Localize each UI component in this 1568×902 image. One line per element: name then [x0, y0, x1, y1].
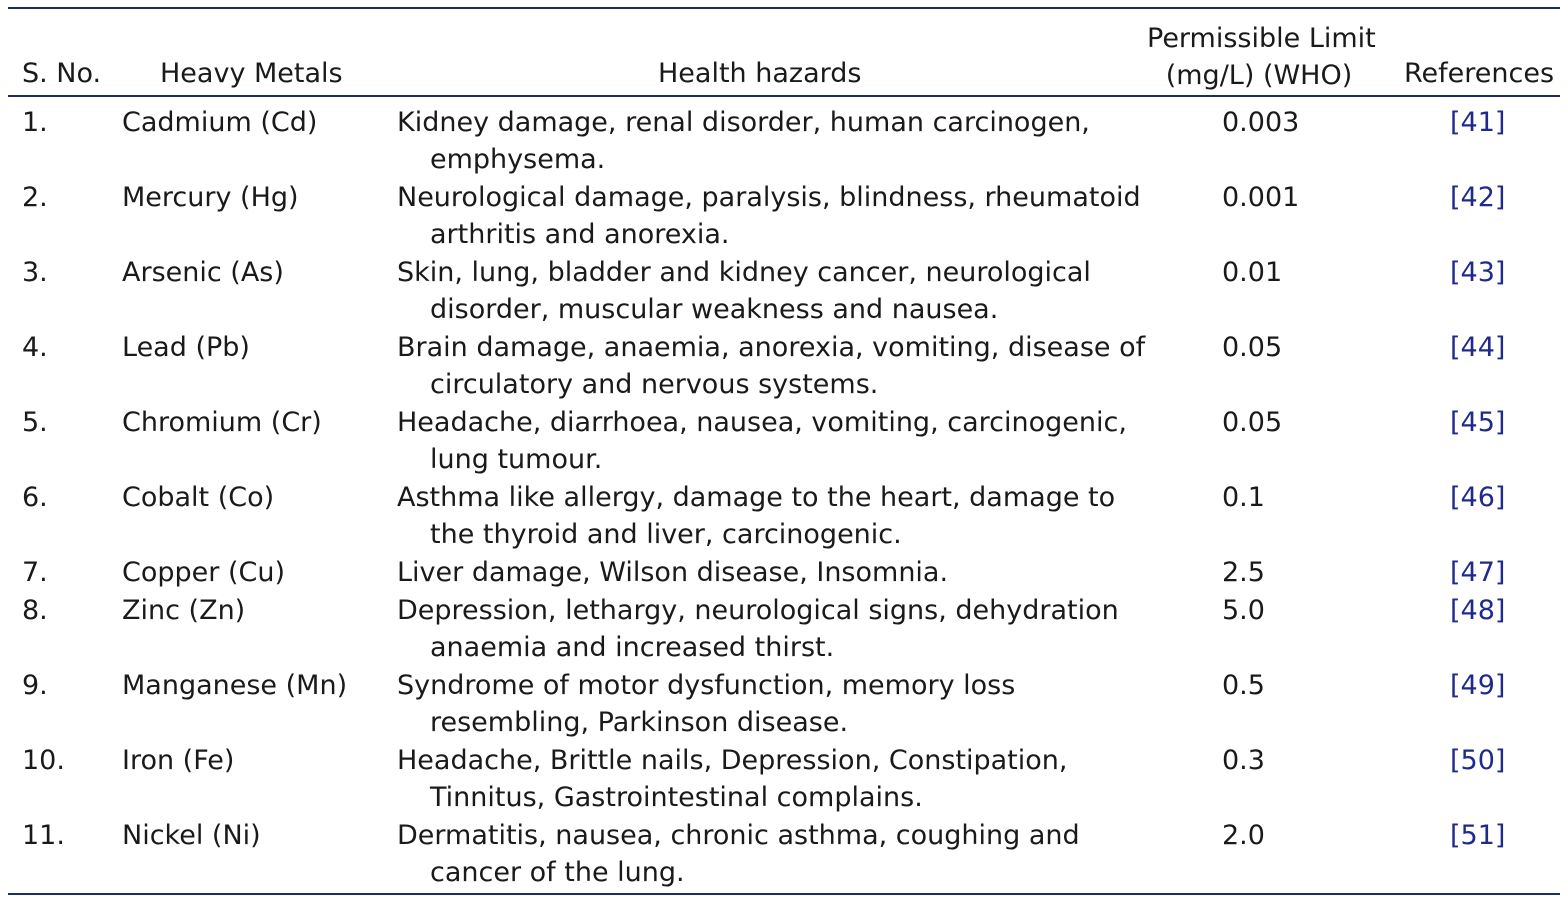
row-permissible-limit: 0.1: [1222, 482, 1265, 513]
row-permissible-limit: 0.001: [1222, 182, 1300, 213]
row-heavy-metal: Mercury (Hg): [122, 182, 299, 213]
row-permissible-limit: 2.5: [1222, 557, 1265, 588]
row-health-hazards: [397, 592, 1157, 666]
row-permissible-limit: 5.0: [1222, 595, 1265, 626]
row-health-hazards-line2: Tinnitus, Gastrointestinal complains.: [430, 782, 923, 813]
header-serial-number: S. No.: [22, 58, 102, 89]
row-heavy-metal: Iron (Fe): [122, 745, 235, 776]
row-health-hazards-line2: lung tumour.: [430, 444, 603, 475]
row-health-hazards-line1: Kidney damage, renal disorder, human carcinogen,: [397, 107, 1090, 138]
row-reference-link[interactable]: [49]: [1450, 670, 1506, 701]
row-health-hazards: [397, 667, 1157, 741]
row-serial-number: 5.: [22, 407, 48, 438]
row-health-hazards: [397, 329, 1157, 403]
row-health-hazards-line2: circulatory and nervous systems.: [430, 369, 879, 400]
row-permissible-limit: 0.01: [1222, 257, 1283, 288]
row-health-hazards-line1: Headache, Brittle nails, Depression, Constipation,: [397, 745, 1068, 776]
row-health-hazards-line1: Syndrome of motor dysfunction, memory loss: [397, 670, 1016, 701]
row-heavy-metal: Zinc (Zn): [122, 595, 246, 626]
row-health-hazards: [397, 104, 1157, 178]
row-health-hazards: [397, 479, 1157, 553]
row-serial-number: 11.: [22, 820, 65, 851]
row-health-hazards-line1: Liver damage, Wilson disease, Insomnia.: [397, 557, 949, 588]
table-top-rule: [8, 7, 1560, 9]
row-reference-link[interactable]: [44]: [1450, 332, 1506, 363]
row-health-hazards-line2: anaemia and increased thirst.: [430, 632, 835, 663]
table-bottom-rule: [8, 893, 1560, 895]
row-reference-link[interactable]: [48]: [1450, 595, 1506, 626]
row-health-hazards-line2: arthritis and anorexia.: [430, 219, 730, 250]
row-permissible-limit: 0.003: [1222, 107, 1300, 138]
row-reference-link[interactable]: [45]: [1450, 407, 1506, 438]
row-health-hazards: [397, 179, 1157, 253]
row-health-hazards-line2: the thyroid and liver, carcinogenic.: [430, 519, 902, 550]
row-heavy-metal: Chromium (Cr): [122, 407, 322, 438]
row-health-hazards-line1: Dermatitis, nausea, chronic asthma, coughing and: [397, 820, 1080, 851]
row-heavy-metal: Cadmium (Cd): [122, 107, 318, 138]
row-serial-number: 4.: [22, 332, 48, 363]
row-reference-link[interactable]: [46]: [1450, 482, 1506, 513]
row-reference-link[interactable]: [51]: [1450, 820, 1506, 851]
row-health-hazards-line2: cancer of the lung.: [430, 857, 685, 888]
header-permissible-limit-line2: (mg/L) (WHO): [1165, 60, 1353, 91]
header-references: References: [1404, 58, 1555, 89]
row-health-hazards: [397, 817, 1157, 891]
row-serial-number: 9.: [22, 670, 48, 701]
row-permissible-limit: 0.05: [1222, 332, 1283, 363]
row-health-hazards-line2: resembling, Parkinson disease.: [430, 707, 849, 738]
row-permissible-limit: 0.5: [1222, 670, 1265, 701]
table-header-rule: [8, 95, 1560, 97]
row-heavy-metal: Manganese (Mn): [122, 670, 348, 701]
row-serial-number: 8.: [22, 595, 48, 626]
row-health-hazards: [397, 742, 1157, 816]
row-reference-link[interactable]: [42]: [1450, 182, 1506, 213]
header-heavy-metals: Heavy Metals: [160, 58, 343, 89]
row-heavy-metal: Copper (Cu): [122, 557, 285, 588]
row-health-hazards: [397, 254, 1157, 328]
header-health-hazards: Health hazards: [658, 58, 862, 89]
row-health-hazards: [397, 404, 1157, 478]
row-heavy-metal: Arsenic (As): [122, 257, 284, 288]
row-heavy-metal: Lead (Pb): [122, 332, 250, 363]
row-reference-link[interactable]: [41]: [1450, 107, 1506, 138]
row-reference-link[interactable]: [50]: [1450, 745, 1506, 776]
row-permissible-limit: 2.0: [1222, 820, 1265, 851]
row-serial-number: 7.: [22, 557, 48, 588]
row-heavy-metal: Cobalt (Co): [122, 482, 275, 513]
row-serial-number: 1.: [22, 107, 48, 138]
row-permissible-limit: 0.3: [1222, 745, 1265, 776]
row-reference-link[interactable]: [47]: [1450, 557, 1506, 588]
row-health-hazards-line2: disorder, muscular weakness and nausea.: [430, 294, 999, 325]
row-serial-number: 10.: [22, 745, 65, 776]
row-health-hazards: [397, 554, 1157, 591]
row-health-hazards-line1: Neurological damage, paralysis, blindness, rheumatoid: [397, 182, 1141, 213]
row-reference-link[interactable]: [43]: [1450, 257, 1506, 288]
row-serial-number: 3.: [22, 257, 48, 288]
row-health-hazards-line2: emphysema.: [430, 144, 606, 175]
row-permissible-limit: 0.05: [1222, 407, 1283, 438]
row-health-hazards-line1: Skin, lung, bladder and kidney cancer, neurological: [397, 257, 1091, 288]
header-permissible-limit: [1147, 20, 1376, 94]
row-serial-number: 6.: [22, 482, 48, 513]
row-health-hazards-line1: Brain damage, anaemia, anorexia, vomiting, disease of: [397, 332, 1146, 363]
row-health-hazards-line1: Asthma like allergy, damage to the heart, damage to: [397, 482, 1116, 513]
row-health-hazards-line1: Depression, lethargy, neurological signs, dehydration: [397, 595, 1119, 626]
header-permissible-limit-line1: Permissible Limit: [1147, 23, 1376, 54]
row-serial-number: 2.: [22, 182, 48, 213]
row-heavy-metal: Nickel (Ni): [122, 820, 261, 851]
row-health-hazards-line1: Headache, diarrhoea, nausea, vomiting, carcinogenic,: [397, 407, 1127, 438]
